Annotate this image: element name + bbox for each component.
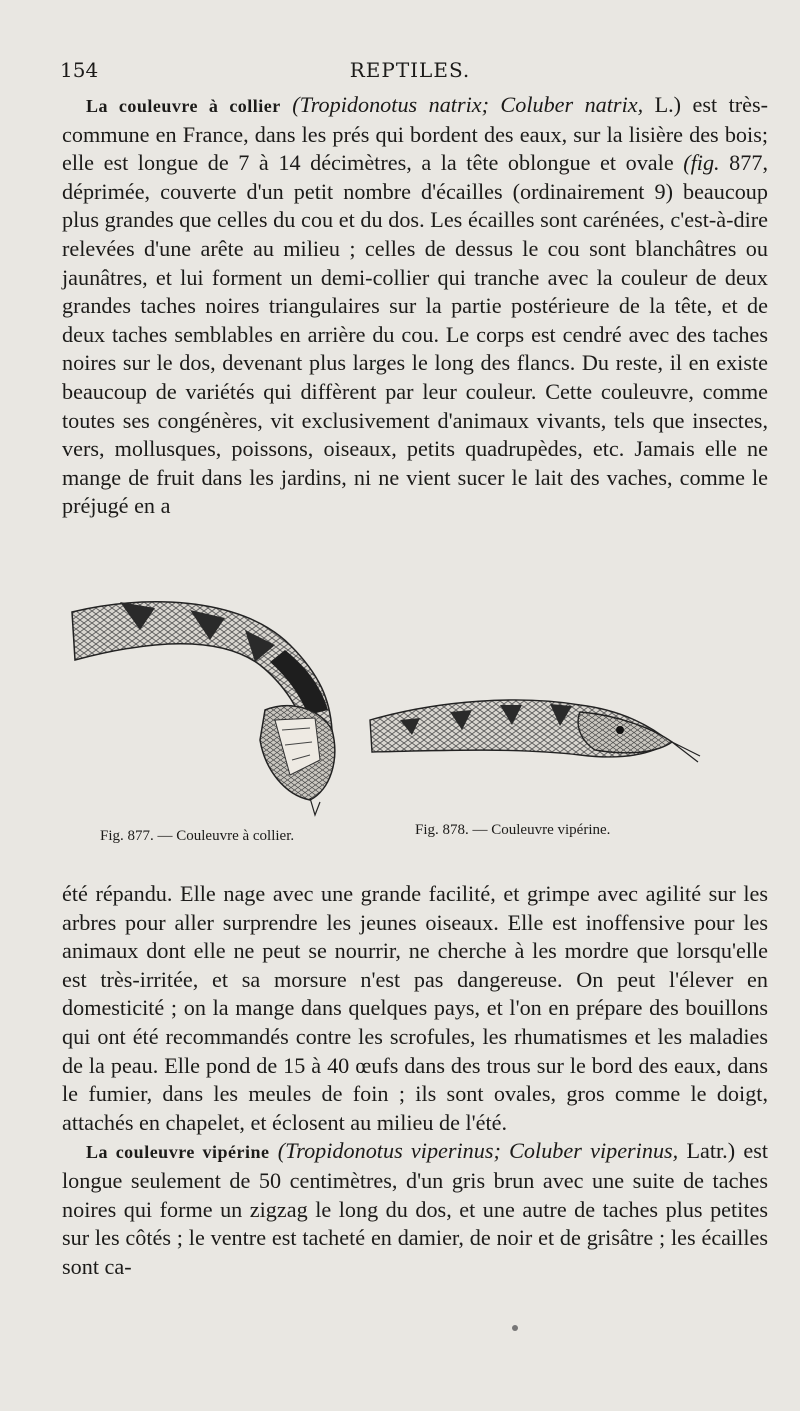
collar-snake-drawing (72, 602, 335, 815)
page-header (60, 58, 760, 88)
latin-name-collier: (Tropidonotus natrix; Coluber natrix, (292, 92, 644, 117)
paragraph-continuation: été répandu. Elle nage avec une grande facilité, et grimpe avec agilité sur les arbres pour aller surprendre les jeunes oiseaux. Elle est inoffensive pour les animaux dont elle ne peut se nourrir, ne cherche à les mordre que lorsqu'elle est très-irritée, et sa morsure n'est pas dangereuse. On peut l'élever en domesticité ; on la mange dans quelques pays, et l'on en prépare des bouillons qui ont été recommandés contre les scrofules, les rhumatismes et les maladies de la peau. Elle pond de 15 à 40 œufs dans des trous sur le bord des eaux, dans le fumier, dans les meules de foin ; ils sont ovales, gros comme le doigt, attachés en chapelet, et éclosent au milieu de l'été. (62, 881, 768, 1135)
paragraph-text-b: 877, déprimée, couverte d'un petit nombre d'écailles (ordinairement 9) beaucoup plus grandes que celles du cou et du dos. Les écailles sont carénées, c'est-à-dire relevées d'une arête au milieu ; celles de dessus le cou sont blanchâtres ou jaunâtres, et lui forment un demi-collier qui tranche avec la couleur de deux grandes taches noires triangulaires sur la partie postérieure de la tête, et de deux taches semblables en arrière du cou. Le corps est cendré avec des taches noires sur le dos, devenant plus larges le long des flancs. Du reste, il en existe beaucoup de variétés qui diffèrent par leur couleur. Cette couleuvre, comme toutes ses congénères, vit exclusivement d'animaux vivants, tels que insectes, vers, mollusques, poissons, oiseaux, petits quadrupèdes, etc. Jamais elle ne mange de fruit dans les jardins, ni ne vient sucer le lait des vaches, comme le préjugé en a (62, 150, 769, 519)
figures-area (60, 590, 766, 850)
space (270, 1138, 278, 1163)
species-name-collier: La couleuvre à collier (86, 96, 281, 116)
author-collier: L.) (643, 92, 682, 117)
viperine-snake-drawing (370, 700, 700, 762)
paragraph-couleuvre-viperine (62, 1137, 768, 1281)
page-number: 154 (60, 58, 99, 82)
text-block-top (62, 91, 768, 521)
fig-ref: (fig. (683, 150, 720, 176)
figure-877-caption: Fig. 877. — Couleuvre à collier. (100, 828, 295, 844)
latin-name-viperine: (Tropidonotus viperinus; Coluber viperinus, (277, 1138, 679, 1164)
ink-dot (512, 1325, 518, 1331)
running-head: REPTILES. (349, 58, 471, 82)
paragraph-text-c: Latr.) est longue seulement de 50 centimètres, d'un gris brun avec une suite de taches noires qui forme un zigzag le long du dos, et une autre de taches plus petites sur les côtés ; le ventre est tacheté en damier, de noir et de grisâtre ; les écailles sont ca- (62, 1138, 768, 1279)
paragraph-couleuvre-collier (62, 91, 768, 521)
species-name-viperine: La couleuvre vipérine (86, 1142, 270, 1163)
paragraph-text-a: est très-commune en France, dans les prés qui bordent des eaux, sur la lisière des bois; elle est longue de 7 à 14 décimètres, a la tête oblongue et ovale (62, 92, 768, 176)
snake-illustrations (60, 590, 766, 850)
space (281, 92, 292, 117)
figure-878-caption: Fig. 878. — Couleuvre vipérine. (415, 822, 611, 838)
text-block-bottom (62, 880, 768, 1281)
